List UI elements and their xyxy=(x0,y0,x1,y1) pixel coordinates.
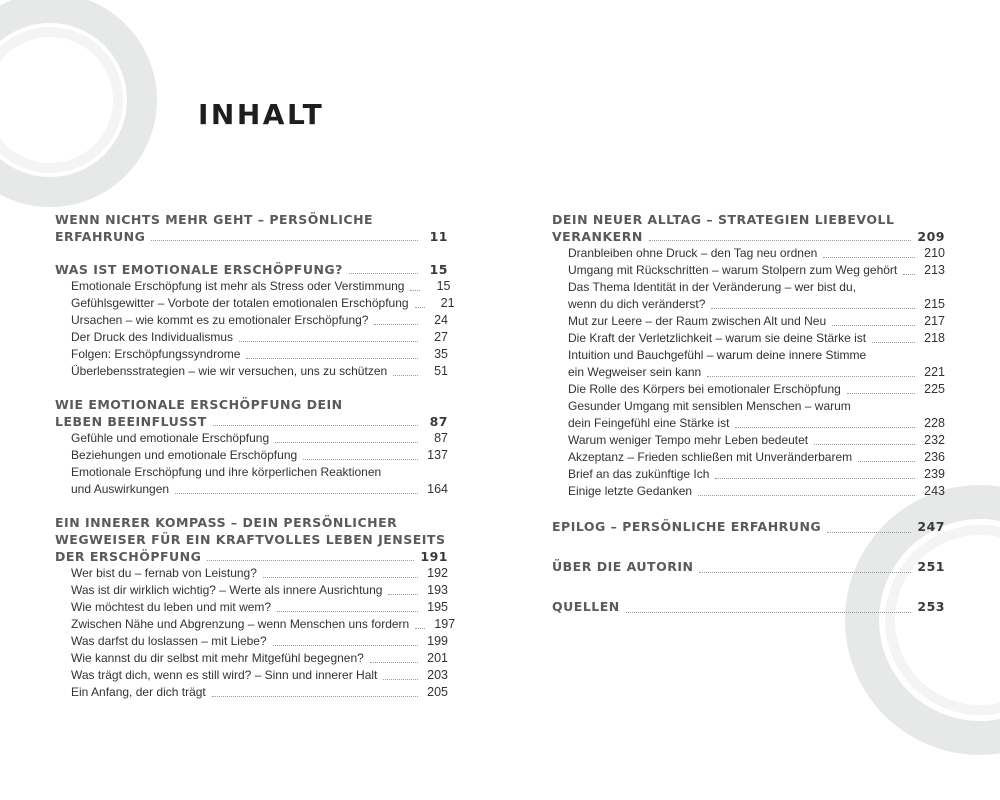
subsection-entry[interactable] xyxy=(71,565,448,582)
subsection-text: Was darfst du loslassen – mit Liebe? xyxy=(71,634,267,648)
subsection-line xyxy=(71,312,448,329)
page-number: 27 xyxy=(434,330,448,344)
subsection-entry[interactable] xyxy=(71,430,448,447)
dot-leader xyxy=(410,290,420,291)
chapter-title-text: DER ERSCHÖPFUNG xyxy=(55,549,202,564)
toc-section xyxy=(552,556,945,577)
subsection-text: Akzeptanz – Frieden schließen mit Unveränderbarem xyxy=(568,450,853,464)
page-number: 11 xyxy=(429,229,448,244)
toc-column-right xyxy=(552,211,945,636)
dot-leader xyxy=(699,572,911,573)
dot-leader xyxy=(415,307,425,308)
subsection-text: Umgang mit Rückschritten – warum Stolpern zum Weg gehört xyxy=(568,263,898,277)
subsection-entry[interactable] xyxy=(568,313,945,330)
chapter-entry[interactable] xyxy=(55,261,448,278)
chapter-entry[interactable] xyxy=(552,556,945,577)
subsection-text: Intuition und Bauchgefühl – warum deine innere Stimme xyxy=(568,348,867,362)
dot-leader xyxy=(151,240,418,241)
subsection-line xyxy=(71,667,448,684)
dot-leader xyxy=(707,376,915,377)
subsection-text: Ursachen – wie kommt es zu emotionaler Erschöpfung? xyxy=(71,313,369,327)
subsection-entry[interactable] xyxy=(568,262,945,279)
subsection-text: Zwischen Nähe und Abgrenzung – wenn Menschen uns fordern xyxy=(71,617,410,631)
subsection-line xyxy=(568,381,945,398)
subsection-entry[interactable] xyxy=(71,667,448,684)
page-number: 35 xyxy=(434,347,448,361)
subsection-text: Brief an das zukünftige Ich xyxy=(568,467,710,481)
page-number: 203 xyxy=(427,668,448,682)
subsection-text: Beziehungen und emotionale Erschöpfung xyxy=(71,448,298,462)
subsection-entry[interactable] xyxy=(568,432,945,449)
subsection-line xyxy=(71,616,456,633)
subsection-entry[interactable] xyxy=(568,398,945,432)
chapter-title-line xyxy=(552,556,945,577)
dot-leader xyxy=(275,442,418,443)
chapter-entry[interactable] xyxy=(55,396,448,430)
chapter-entry[interactable] xyxy=(552,516,945,537)
subsection-text: Ein Anfang, der dich trägt xyxy=(71,685,206,699)
chapter-title-text: ERFAHRUNG xyxy=(55,229,146,244)
page-number: 205 xyxy=(427,685,448,699)
dot-leader xyxy=(239,341,418,342)
subsection-line xyxy=(568,245,945,262)
page-number: 15 xyxy=(436,279,451,293)
subsection-text: wenn du dich veränderst? xyxy=(568,297,706,311)
subsection-line xyxy=(568,415,945,432)
chapter-title-text: QUELLEN xyxy=(552,599,620,614)
chapter-title-line xyxy=(55,396,448,413)
subsection-line xyxy=(568,466,945,483)
subsection-text: Die Kraft der Verletzlichkeit – warum sie deine Stärke ist xyxy=(568,331,867,345)
toc-section xyxy=(55,396,448,498)
subsection-text: Das Thema Identität in der Veränderung – wer bist du, xyxy=(568,280,856,294)
subsection-list xyxy=(552,245,945,500)
dot-leader xyxy=(698,495,915,496)
subsection-text: Einige letzte Gedanken xyxy=(568,484,693,498)
subsection-line xyxy=(71,295,455,312)
subsection-line xyxy=(71,481,448,498)
dot-leader xyxy=(374,324,418,325)
dot-leader xyxy=(649,240,912,241)
page-number: 239 xyxy=(924,467,945,481)
dot-leader xyxy=(175,493,418,494)
subsection-line xyxy=(71,363,448,380)
toc-section xyxy=(552,516,945,537)
chapter-entry[interactable] xyxy=(552,596,945,617)
chapter-title-line xyxy=(552,211,945,228)
dot-leader xyxy=(847,393,915,394)
subsection-line xyxy=(71,464,448,481)
subsection-text: Dranbleiben ohne Druck – den Tag neu ordnen xyxy=(568,246,818,260)
chapter-entry[interactable] xyxy=(55,514,448,565)
dot-leader xyxy=(263,577,418,578)
subsection-line xyxy=(568,483,945,500)
dot-leader xyxy=(814,444,915,445)
chapter-title-text: VERANKERN xyxy=(552,229,643,244)
dot-leader xyxy=(832,325,915,326)
subsection-entry[interactable] xyxy=(71,447,448,464)
page-number: 137 xyxy=(427,448,448,462)
dot-leader xyxy=(207,560,414,561)
chapter-title-text: WEGWEISER FÜR EIN KRAFTVOLLES LEBEN JENSEITS xyxy=(55,532,446,547)
subsection-entry[interactable] xyxy=(71,329,448,346)
chapter-title-line xyxy=(552,596,945,617)
subsection-line xyxy=(568,279,945,296)
subsection-text: Die Rolle des Körpers bei emotionaler Erschöpfung xyxy=(568,382,841,396)
subsection-text: Gefühlsgewitter – Vorbote der totalen emotionalen Erschöpfung xyxy=(71,296,409,310)
subsection-line xyxy=(568,449,945,466)
subsection-text: ein Wegweiser sein kann xyxy=(568,365,702,379)
subsection-text: Warum weniger Tempo mehr Leben bedeutet xyxy=(568,433,809,447)
page-number: 87 xyxy=(434,431,448,445)
subsection-text: Emotionale Erschöpfung ist mehr als Stress oder Verstimmung xyxy=(71,279,405,293)
chapter-title-line xyxy=(55,514,448,531)
chapter-title-line xyxy=(552,228,945,245)
subsection-line xyxy=(71,346,448,363)
subsection-entry[interactable] xyxy=(71,363,448,380)
chapter-title-text: EIN INNERER KOMPASS – DEIN PERSÖNLICHER xyxy=(55,515,398,530)
subsection-text: Gesunder Umgang mit sensiblen Menschen – warum xyxy=(568,399,851,413)
page-number: 232 xyxy=(924,433,945,447)
page-number: 197 xyxy=(434,617,456,631)
dot-leader xyxy=(277,611,418,612)
page-number: 164 xyxy=(427,482,448,496)
chapter-title-text: LEBEN BEEINFLUSST xyxy=(55,414,207,429)
dot-leader xyxy=(626,612,912,613)
chapter-title-line xyxy=(55,548,448,565)
chapter-title-text: ÜBER DIE AUTORIN xyxy=(552,559,694,574)
subsection-text: dein Feingefühl eine Stärke ist xyxy=(568,416,730,430)
subsection-line xyxy=(568,296,945,313)
subsection-entry[interactable] xyxy=(568,381,945,398)
subsection-entry[interactable] xyxy=(568,347,945,381)
chapter-title-text: WIE EMOTIONALE ERSCHÖPFUNG DEIN xyxy=(55,397,343,412)
subsection-text: Überlebensstrategien – wie wir versuchen, uns zu schützen xyxy=(71,364,388,378)
page-number: 209 xyxy=(917,229,945,244)
page-number: 192 xyxy=(427,566,448,580)
subsection-entry[interactable] xyxy=(568,330,945,347)
page-number: 236 xyxy=(924,450,945,464)
page-number: 193 xyxy=(427,583,448,597)
dot-leader xyxy=(827,532,911,533)
subsection-line xyxy=(568,347,945,364)
page-number: 243 xyxy=(924,484,945,498)
subsection-text: Gefühle und emotionale Erschöpfung xyxy=(71,431,270,445)
subsection-line xyxy=(71,329,448,346)
subsection-text: und Auswirkungen xyxy=(71,482,170,496)
page-number: 210 xyxy=(924,246,945,260)
subsection-entry[interactable] xyxy=(568,466,945,483)
dot-leader xyxy=(415,628,425,629)
subsection-entry[interactable] xyxy=(568,279,945,313)
subsection-entry[interactable] xyxy=(71,684,448,701)
subsection-text: Was ist dir wirklich wichtig? – Werte als innere Ausrichtung xyxy=(71,583,383,597)
subsection-list xyxy=(55,278,455,380)
subsection-line xyxy=(71,650,448,667)
subsection-entry[interactable] xyxy=(71,633,448,650)
page-title: INHALT xyxy=(198,98,325,131)
page-number: 251 xyxy=(917,559,945,574)
subsection-line xyxy=(568,432,945,449)
subsection-entry[interactable] xyxy=(568,483,945,500)
page-number: 87 xyxy=(429,414,448,429)
subsection-list xyxy=(55,565,456,701)
chapter-title-line xyxy=(55,413,448,430)
chapter-title-line xyxy=(55,228,448,245)
subsection-line xyxy=(71,278,451,295)
subsection-entry[interactable] xyxy=(568,449,945,466)
subsection-entry[interactable] xyxy=(71,278,451,295)
subsection-text: Wer bist du – fernab von Leistung? xyxy=(71,566,257,580)
dot-leader xyxy=(246,358,418,359)
page-number: 247 xyxy=(917,519,945,534)
subsection-list xyxy=(55,430,448,498)
subsection-line xyxy=(71,447,448,464)
decorative-ring-top-left xyxy=(0,0,180,210)
dot-leader xyxy=(393,375,418,376)
page-number: 201 xyxy=(427,651,448,665)
page-number: 15 xyxy=(429,262,448,277)
subsection-line xyxy=(71,633,448,650)
chapter-title-text: WENN NICHTS MEHR GEHT – PERSÖNLICHE xyxy=(55,212,374,227)
subsection-line xyxy=(71,599,448,616)
subsection-line xyxy=(71,684,448,701)
page-number: 253 xyxy=(917,599,945,614)
subsection-entry[interactable] xyxy=(71,650,448,667)
page-number: 213 xyxy=(924,263,945,277)
chapter-title-text: EPILOG – PERSÖNLICHE ERFAHRUNG xyxy=(552,519,822,534)
page-number: 228 xyxy=(924,416,945,430)
subsection-entry[interactable] xyxy=(71,312,448,329)
toc-column-left xyxy=(55,211,456,717)
dot-leader xyxy=(823,257,915,258)
toc-section xyxy=(55,514,456,701)
dot-leader xyxy=(303,459,418,460)
chapter-title-text: DEIN NEUER ALLTAG – STRATEGIEN LIEBEVOLL xyxy=(552,212,895,227)
subsection-text: Emotionale Erschöpfung und ihre körperlichen Reaktionen xyxy=(71,465,382,479)
subsection-entry[interactable] xyxy=(71,616,456,633)
dot-leader xyxy=(711,308,915,309)
subsection-line xyxy=(568,330,945,347)
subsection-line xyxy=(568,364,945,381)
dot-leader xyxy=(903,274,915,275)
subsection-entry[interactable] xyxy=(71,464,448,498)
subsection-text: Der Druck des Individualismus xyxy=(71,330,234,344)
chapter-title-line xyxy=(55,261,448,278)
page-number: 199 xyxy=(427,634,448,648)
chapter-entry[interactable] xyxy=(552,211,945,245)
dot-leader xyxy=(388,594,418,595)
subsection-line xyxy=(568,398,945,415)
subsection-text: Wie möchtest du leben und mit wem? xyxy=(71,600,272,614)
toc-section xyxy=(552,596,945,617)
page-number: 51 xyxy=(434,364,448,378)
page-number: 215 xyxy=(924,297,945,311)
subsection-line xyxy=(568,313,945,330)
toc-section xyxy=(55,261,455,380)
dot-leader xyxy=(213,425,418,426)
page-number: 24 xyxy=(434,313,448,327)
dot-leader xyxy=(212,696,418,697)
dot-leader xyxy=(349,273,418,274)
chapter-title-text: WAS IST EMOTIONALE ERSCHÖPFUNG? xyxy=(55,262,343,277)
subsection-line xyxy=(71,582,448,599)
dot-leader xyxy=(370,662,418,663)
subsection-entry[interactable] xyxy=(71,295,455,312)
chapter-title-line xyxy=(55,531,448,548)
dot-leader xyxy=(872,342,915,343)
page-number: 21 xyxy=(440,296,455,310)
page-number: 191 xyxy=(420,549,448,564)
subsection-text: Wie kannst du dir selbst mit mehr Mitgefühl begegnen? xyxy=(71,651,364,665)
subsection-text: Folgen: Erschöpfungssyndrome xyxy=(71,347,241,361)
subsection-entry[interactable] xyxy=(71,582,448,599)
dot-leader xyxy=(273,645,418,646)
chapter-entry[interactable] xyxy=(55,211,448,245)
page-number: 221 xyxy=(924,365,945,379)
subsection-line xyxy=(71,430,448,447)
page-number: 225 xyxy=(924,382,945,396)
subsection-entry[interactable] xyxy=(71,599,448,616)
chapter-title-line xyxy=(55,211,448,228)
toc-section xyxy=(552,211,945,500)
dot-leader xyxy=(858,461,915,462)
chapter-title-line xyxy=(552,516,945,537)
dot-leader xyxy=(383,679,418,680)
dot-leader xyxy=(715,478,915,479)
toc-section xyxy=(55,211,448,245)
page-number: 195 xyxy=(427,600,448,614)
subsection-text: Was trägt dich, wenn es still wird? – Sinn und innerer Halt xyxy=(71,668,378,682)
page-number: 217 xyxy=(924,314,945,328)
dot-leader xyxy=(735,427,915,428)
subsection-line xyxy=(568,262,945,279)
subsection-line xyxy=(71,565,448,582)
subsection-entry[interactable] xyxy=(71,346,448,363)
page-number: 218 xyxy=(924,331,945,345)
subsection-text: Mut zur Leere – der Raum zwischen Alt und Neu xyxy=(568,314,827,328)
subsection-entry[interactable] xyxy=(568,245,945,262)
